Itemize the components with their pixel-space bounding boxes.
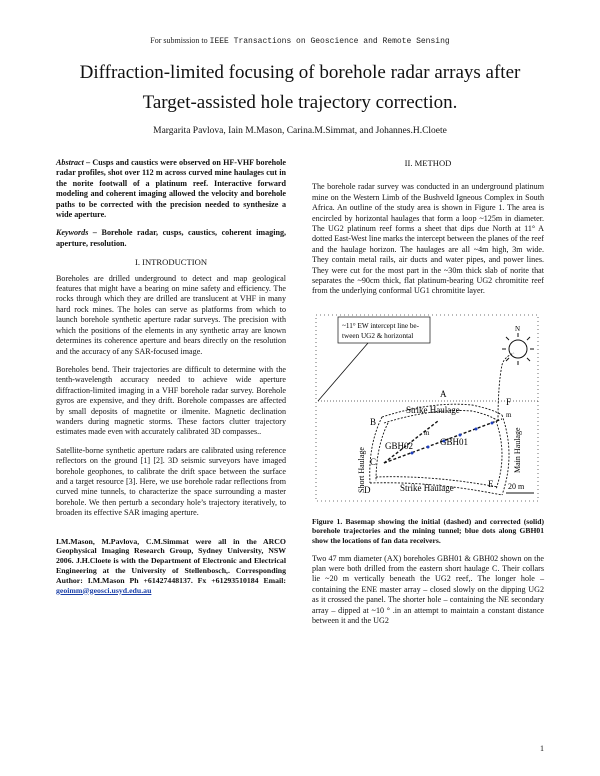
intro-paragraph-2: Boreholes bend. Their trajectories are difficult to determine with the tenth-wavelength accuracy needed to achieve wide aperture diffraction-limited imaging in a VHF borehole radar survey. Borehole gyros are expensive, and they drift. Borehole compasses are affected by small deposits of magnetite or ilmenite. Magnetic declination wanders during magnetic storms. These factors clutter trajectory estimates made even with accurately calibrated 3D compasses.. (56, 364, 286, 437)
title-line-2: Target-assisted hole trajectory correction. (142, 92, 458, 113)
label-d: D (364, 484, 371, 495)
strike-haulage-bottom: Strike Haulage (400, 482, 454, 493)
abstract-text: Cusps and caustics were observed on HF-VHF borehole radar profiles, shot over 112 m across curved mine haulages cut in the norite footwall of a platinum reef. Interactive forward modeling and coherent imaging allowed the velocity and borehole paths to be corrected with the precision needed to synthesize a wide aperture. (56, 158, 286, 220)
main-haulage-label: Main Haulage (513, 427, 522, 473)
label-c: C (370, 456, 377, 467)
author-footnote (56, 537, 286, 596)
left-column (56, 158, 286, 595)
north-label: N (515, 324, 521, 333)
footnote-text: I.M.Mason, M.Pavlova, C.M.Simmat were all in the ARCO Geophysical Imaging Research Group, Sydney University, NSW 2006. J.H.Cloete is with the Department of Electronic and Electrical Engineering at the University of Stellenbosch,. Corresponding Author: I.M.Mason Ph +61427448137. Fx +61293510184 Email: (56, 536, 286, 585)
strike-haulage-top: Strike Haulage (406, 404, 460, 415)
figure-1-caption: Figure 1. Basemap showing the initial (dashed) and corrected (solid) borehole trajectories and the mining tunnel; blue dots along GBH01 show the locations of fan data receivers. (312, 516, 544, 546)
paper-title (20, 58, 580, 118)
method-heading: II. METHOD (404, 158, 452, 168)
footnote-email-link[interactable]: geoimm@geosci.usyd.edu.au (56, 585, 152, 595)
intro-heading: I. INTRODUCTION (134, 257, 208, 268)
method-paragraph-2: Two 47 mm diameter (AX) boreholes GBH01 & GBH02 shown on the plan were both drilled from the eastern short haulage C. Their collars lie ~20 m vertically beneath the UG2 reef,. The longer hole –containing the ENE master array – closed slowly on the dipping UG2 as it crossed the panel. The shorter hole – containing the NE secondary array – dipped at ~10 ° .in an attempt to maintain a constant distance between it and the UG2 (312, 553, 544, 626)
label-f: F (506, 396, 512, 407)
right-column (312, 158, 544, 635)
callout-line-1: ~11° EW intercept line be- (342, 321, 420, 330)
label-a: A (440, 388, 447, 399)
keywords-label: Keywords – (56, 228, 97, 238)
title-line-1: Diffraction-limited focusing of borehole radar arrays after (79, 62, 521, 83)
abstract (56, 158, 286, 220)
callout-pointer (318, 343, 368, 401)
abstract-label: Abstract – (56, 158, 91, 167)
header-prefix: For submission to (150, 36, 208, 45)
intro-paragraph-1: Boreholes are drilled underground to detect and map geological features that might have a bearing on mine safety and efficiency. The rocks through which they are drilled are translucent at VHF in many hard rock mines. The holes can serve as platforms from which to launch borehole synthetic aperture radar surveys. The precision with which the positions of the elements in any synthetic array are known determines its coherence aperture and bears directly on the resolution and the accuracy of any SAR-focused image. (56, 273, 286, 356)
intro-paragraph-3: Satellite-borne synthetic aperture radars are calibrated using reference reflectors on the ground [1] [2]. 3D seismic surveyors have imaged borehole geophones, to calibrate the drift space between the surface and a target resource [3]. Here, we use borehole radar reflections from curved mine tunnels, to characterize the space surrounding a master borehole. We then perturb a secondary hole’s trajectory iteratively, to broaden its effective SAR imaging aperture. (56, 445, 286, 518)
short-haulage-label: Short Haulage (357, 446, 366, 493)
label-b: B (370, 416, 377, 427)
author-list: Margarita Pavlova, Iain M.Mason, Carina.M.Simmat, and Johannes.H.Cloete (153, 126, 447, 136)
gbh02-m-marker: m (424, 428, 430, 437)
label-e: E (488, 478, 494, 489)
callout-line-2: tween UG2 & horizontal (342, 331, 414, 340)
north-sun-icon (502, 333, 534, 365)
keywords-text: Borehole radar, cusps, caustics, coherent imaging, aperture, resolution. (56, 228, 287, 248)
basemap-svg (312, 305, 544, 513)
figure-1-basemap (312, 305, 544, 513)
header-journal: IEEE Transactions on Geoscience and Remote Sensing (209, 37, 450, 46)
gbh02-label: GBH02 (385, 440, 414, 451)
scale-label: 20 m (508, 481, 525, 491)
gbh01-label: GBH01 (440, 436, 469, 447)
method-paragraph-1: The borehole radar survey was conducted in an underground platinum mine on the Western Limb of the Bushveld Igneous Complex in South Africa. An outline of the study area is shown in Figure 1. The area is encircled by horizontal haulages that form a loop ~125m in diameter. The UG2 platinum reef forms a sheet that dips due North at 11° A dotted East-West line marks the intercept between the planes of the reef and the haulage horizon. The haulages are all ~4m high, 3m wide. They contain metal rails, air ducts and water pipes, and power lines. They were cut for the most part in the ~30m thick slab of norite that separates the ~90cm thick, flat platinum-bearing UG2 chromitite reef from the underlying conformal UG1 chromitite layer. (312, 182, 544, 296)
page-number: 1 (540, 744, 544, 753)
running-header (0, 36, 600, 46)
gbh01-m-marker: m (506, 410, 512, 419)
keywords (56, 228, 286, 249)
